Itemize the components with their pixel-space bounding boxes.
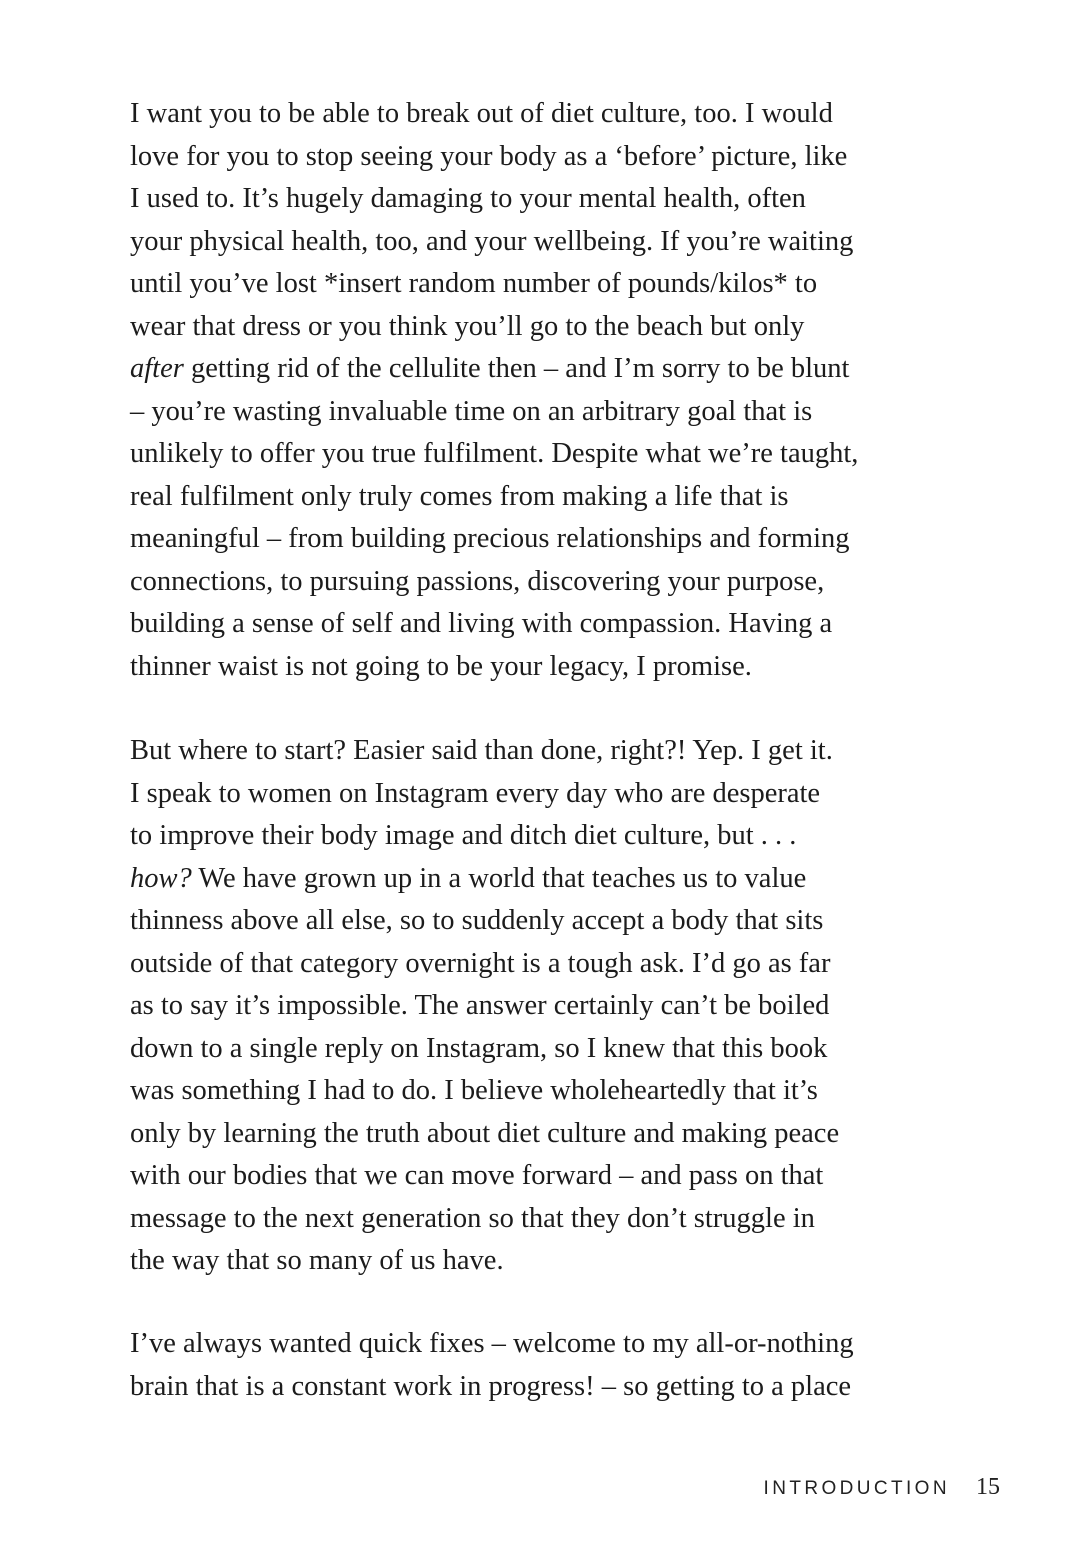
text-line: with our bodies that we can move forward – and pass on that — [130, 1160, 824, 1191]
text-line: I used to. It’s hugely damaging to your mental health, often — [130, 183, 806, 214]
text-line: to improve their body image and ditch diet culture, but . . . — [130, 820, 797, 851]
text-line: I speak to women on Instagram every day who are desperate — [130, 777, 821, 809]
text-line: thinner waist is not going to be your legacy, I promise. — [130, 650, 752, 682]
page-footer — [764, 1474, 1000, 1504]
text-line: I want you to be able to break out of diet culture, too. I would — [130, 98, 833, 129]
text-line: meaningful – from building precious relationships and forming — [130, 523, 850, 554]
text-line: thinness above all else, so to suddenly accept a body that sits — [130, 905, 824, 936]
paragraph-2 — [130, 730, 1010, 1283]
line-rest: getting rid of the cellulite then – and I’m sorry to be blunt — [183, 353, 850, 384]
text-line: outside of that category overnight is a tough ask. I’d go as far — [130, 947, 831, 979]
text-line: But where to start? Easier said than done, right?! Yep. I get it. — [130, 735, 833, 766]
text-line: connections, to pursuing passions, discovering your purpose, — [130, 565, 825, 597]
text-line: was something I had to do. I believe wholeheartedly that it’s — [130, 1075, 818, 1106]
italic-word: how? — [130, 862, 192, 894]
text-line: wear that dress or you think you’ll go to the beach but only — [130, 310, 805, 342]
page-number: 15 — [976, 1474, 1000, 1500]
paragraph-1 — [130, 93, 1010, 688]
text-line: unlikely to offer you true fulfilment. Despite what we’re taught, — [130, 438, 859, 469]
text-line: real fulfilment only truly comes from making a life that is — [130, 480, 789, 512]
text-line: love for you to stop seeing your body as a ‘before’ picture, like — [130, 140, 848, 172]
text-line: building a sense of self and living with compassion. Having a — [130, 608, 833, 639]
text-line: – you’re wasting invaluable time on an arbitrary goal that is — [130, 395, 813, 427]
paragraph-3 — [130, 1323, 1010, 1408]
text-line: your physical health, too, and your wellbeing. If you’re waiting — [130, 225, 854, 257]
text-line: down to a single reply on Instagram, so I knew that this book — [130, 1032, 828, 1064]
text-line: the way that so many of us have. — [130, 1245, 504, 1276]
text-line: message to the next generation so that they don’t struggle in — [130, 1202, 815, 1234]
italic-word: after — [130, 353, 184, 384]
text-line — [130, 348, 1010, 391]
text-line: only by learning the truth about diet culture and making peace — [130, 1117, 840, 1149]
text-line: until you’ve lost *insert random number of pounds/kilos* to — [130, 268, 818, 299]
running-head: INTRODUCTION — [763, 1478, 950, 1499]
text-line: I’ve always wanted quick fixes – welcome to my all-or-nothing — [130, 1328, 854, 1359]
text-line — [130, 858, 1010, 901]
line-rest: We have grown up in a world that teaches us to value — [191, 862, 807, 894]
text-line: brain that is a constant work in progress! – so getting to a place — [130, 1370, 852, 1402]
text-line: as to say it’s impossible. The answer certainly can’t be boiled — [130, 990, 830, 1021]
